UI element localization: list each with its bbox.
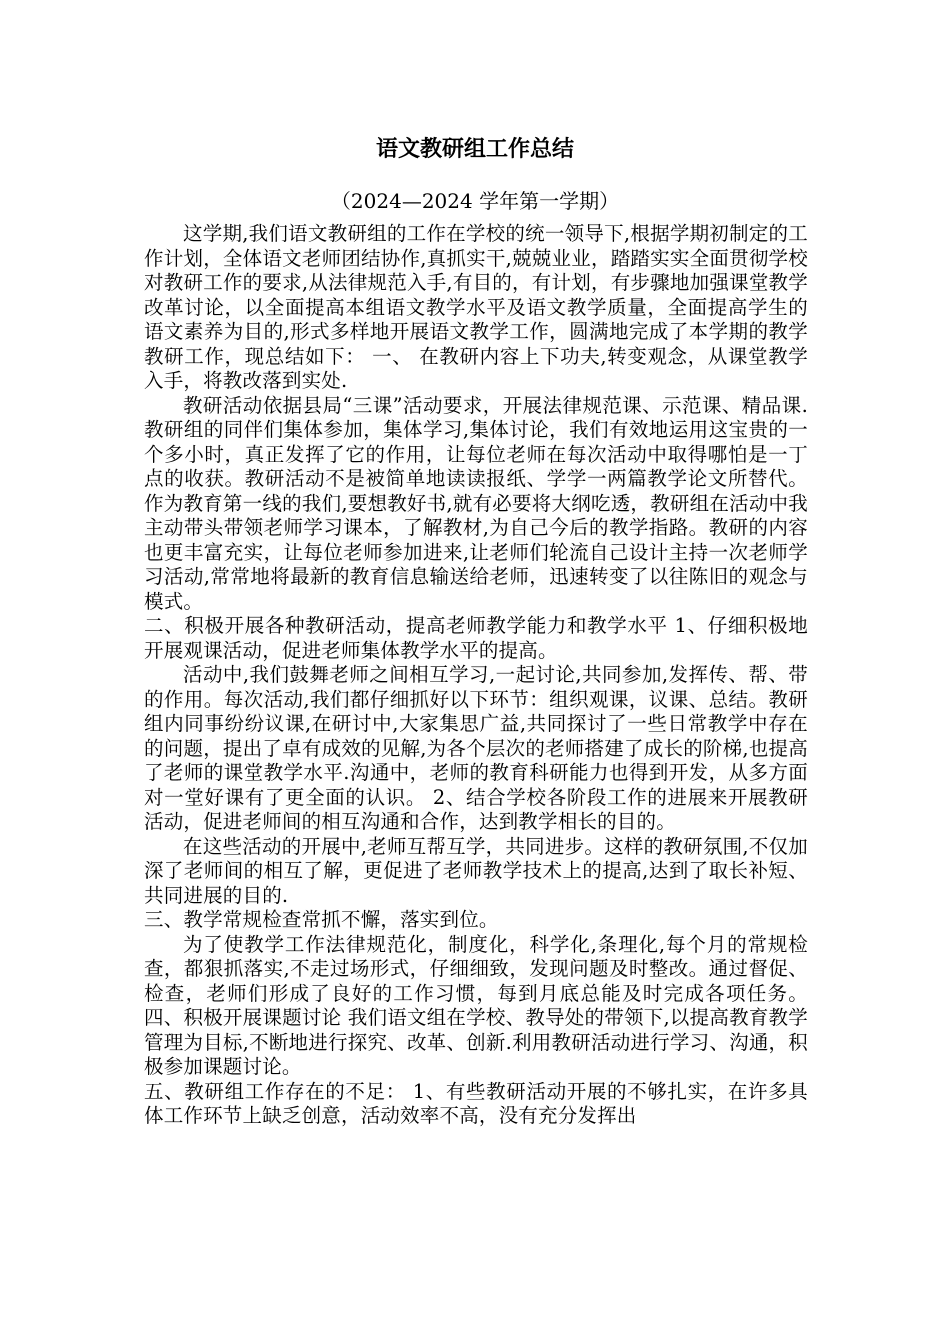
paragraph: 活动中,我们鼓舞老师之间相互学习,一起讨论,共同参加,发挥传、帮、带的作用。每次活动,我们都仔细抓好以下环节：组织观课，议课、总结。教研组内同事纷纷议课,在研讨中,大家集思广益,共同探讨了一些日常教学中存在的问题，提出了卓有成效的见解,为各个层次的老师搭建了成长的阶梯,也提高了老师的课堂教学水平.沟通中，老师的教育科研能力也得到开发，从多方面对一堂好课有了更全面的认识。 2、结合学校各阶段工作的进展来开展教研活动，促进老师间的相互沟通和合作，达到教学相长的目的。: [144, 663, 808, 833]
document-subtitle: （2024—2024 学年第一学期）: [330, 189, 620, 213]
section-heading: 三、教学常规检查常抓不懈，落实到位。: [144, 908, 499, 931]
paragraph: 在这些活动的开展中,老师互帮互学，共同进步。这样的教研氛围,不仅加深了老师间的相互了解，更促进了老师教学技术上的提高,达到了取长补短、共同进展的目的.: [144, 834, 808, 907]
paragraph: 教研活动依据县局“三课”活动要求，开展法律规范课、示范课、精品课.教研组的同伴们集体参加，集体学习,集体讨论，我们有效地运用这宝贵的一个多小时，真正发挥了它的作用，让每位老师在每次活动中取得哪怕是一丁点的收获。教研活动不是被简单地读读报纸、学学一两篇教学论文所替代。作为教育第一线的我们,要想教好书,就有必要将大纲吃透，教研组在活动中我主动带头带领老师学习课本，了解教材,为自己今后的教学指路。教研的内容也更丰富充实，让每位老师参加进来,让老师们轮流自己设计主持一次老师学习活动,常常地将最新的教育信息输送给老师，迅速转变了以往陈旧的观念与模式。: [144, 393, 808, 613]
document-title: 语文教研组工作总结: [375, 137, 574, 162]
paragraph: 这学期,我们语文教研组的工作在学校的统一领导下,根据学期初制定的工作计划，全体语文老师团结协作,真抓实干,兢兢业业，踏踏实实全面贯彻学校对教研工作的要求,从法律规范入手,有目的，有计划，有步骤地加强课堂教学改革讨论，以全面提高本组语文教学水平及语文教学质量，全面提高学生的语文素养为目的,形式多样地开展语文教学工作，圆满地完成了本学期的教学教研工作，现总结如下： 一、 在教研内容上下功夫,转变观念，从课堂教学入手，将教改落到实处.: [144, 222, 808, 392]
paragraph: 为了使教学工作法律规范化，制度化，科学化,条理化,每个月的常规检查，都狠抓落实,不走过场形式，仔细细致，发现问题及时整改。通过督促、检查，老师们形成了良好的工作习惯，每到月底总能及时完成各项任务。 四、积极开展课题讨论 我们语文组在学校、教导处的带领下,以提高教育教学管理为目标,不断地进行探究、改革、创新.利用教研活动进行学习、沟通，积极参加课题讨论。: [144, 932, 808, 1078]
section-heading: 五、教研组工作存在的不足： 1、有些教研活动开展的不够扎实，在许多具体工作环节上缺乏创意，活动效率不高，没有充分发挥出: [144, 1079, 808, 1127]
section-heading: 二、积极开展各种教研活动，提高老师教学能力和教学水平 1、仔细积极地开展观课活动，促进老师集体教学水平的提高。: [144, 614, 808, 662]
document-body: [144, 222, 808, 1129]
